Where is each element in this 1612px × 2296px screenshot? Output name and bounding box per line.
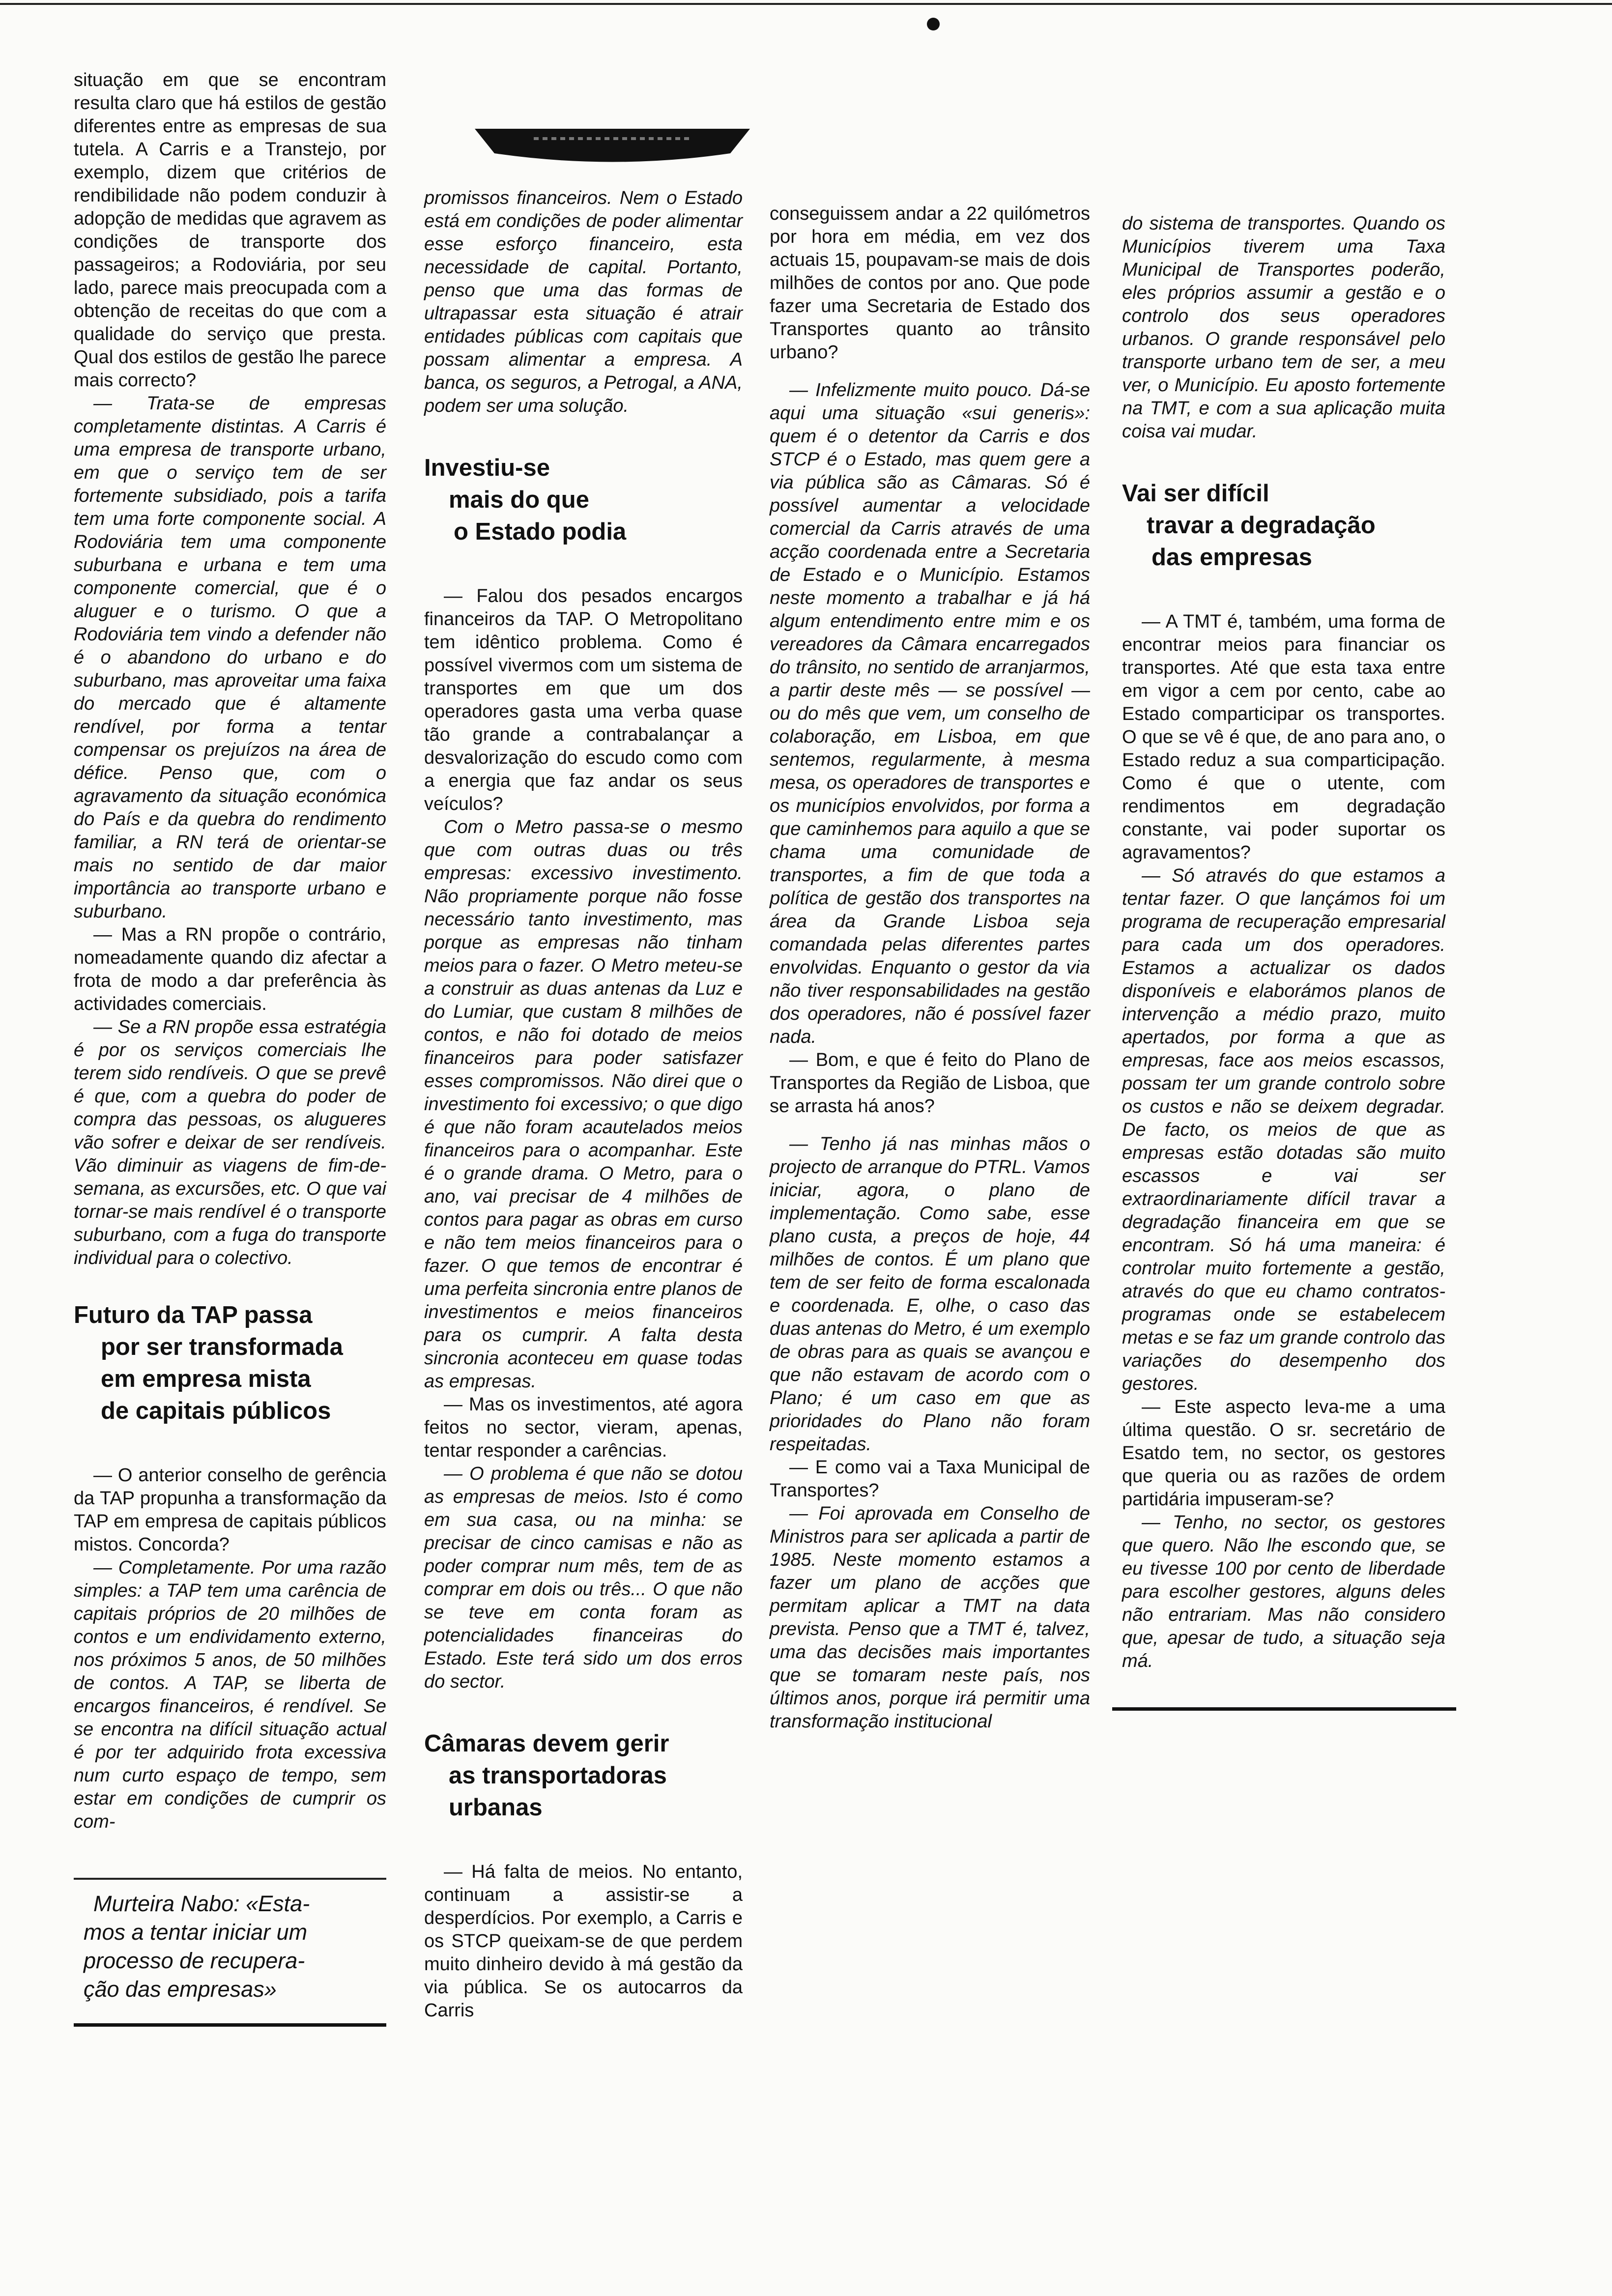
heading-line: em empresa mista — [101, 1366, 311, 1392]
end-rule — [1112, 1707, 1456, 1711]
paragraph: — Este aspecto leva-me a uma última questão. O sr. secretário de Esatdo tem, no sector, os gestores que queria ou as razões de ordem partidária impuseram-se? — [1122, 1397, 1445, 1510]
quote-line: processo de recupera- — [84, 1948, 305, 1973]
paragraph: Com o Metro passa-se o mesmo que com outras duas ou três empresas: excessivo investimento. Não propriamente porque não fosse necessário tanto investimento, mas porque as empresas não tinham meios para o fazer. O Metro meteu-se a construir as duas antenas da Luz e do Lumiar, que custam 8 milhões de contos, e não foi dotado de meios financeiros para poder satisfazer esses compromissos. Não direi que o investimento foi excessivo; o que digo é que não foram acautelados meios financeiros para o acompanhar. Este é o grande drama. O Metro, para o ano, vai precisar de 4 milhões de contos para pagar as obras em curso e não tem meios financeiros para o fazer. O que temos de encontrar é uma perfeita sincronia entre planos de investimentos e meios financeiros para os cumprir. A falta desta sincronia aconteceu em quase todas as empresas. — [424, 817, 743, 1392]
paragraph: — Se a RN propõe essa estratégia é por os serviços comerciais lhe terem sido rendíveis. O que se prevê é que, com a quebra do poder de compra das pessoas, os alugueres vão sofrer e deixar de ser rendíveis. Vão diminuir as viagens de fim-de-semana, as excursões, etc. O que vai tornar-se mais rendível é o transporte suburbano, com a fuga do transporte individual para o colectivo. — [74, 1017, 386, 1268]
section-heading-tap — [74, 1299, 386, 1427]
paragraph: — Bom, e que é feito do Plano de Transportes da Região de Lisboa, que se arrasta há anos? — [770, 1050, 1090, 1117]
paragraph: — Infelizmente muito pouco. Dá-se aqui uma situação «sui generis»: quem é o detentor da Carris e dos STCP é o Estado, mas quem gere a via pública são as Câmaras. Só é possível aumentar a velocidade comercial da Carris através de uma acção coordenada entre a Secretaria de Estado e o Município. Estamos neste momento a trabalhar e já há algum entendimento entre mim e os vereadores da Câmara encarregados do trânsito, no sentido de arranjarmos, a partir deste mês — se possível — ou do mês que vem, um conselho de colaboração, em Lisboa, em que sentemos, regularmente, à mesma mesa, os operadores de transportes e os municípios envolvidos, por forma a que caminhemos para aquilo a que se chama uma comunidade de transportes, a fim de que toda a política de gestão dos transportes na área da Grande Lisboa seja comandada pelas diferentes partes envolvidas. Enquanto o gestor da via não tiver responsabilidades na gestão dos operadores, não é possível fazer nada. — [770, 380, 1090, 1047]
section-heading-investiu — [424, 452, 743, 548]
paragraph: — Tenho já nas minhas mãos o projecto de arranque do PTRL. Vamos iniciar, agora, o plano de implementação. Como sabe, esse plano custa, a preços de hoje, 44 milhões de contos. É um plano que tem de ser feito de forma escalonada e coordenada. E, olhe, o caso das duas antenas do Metro, é um exemplo de obras para as quais se avançou e que não estavam de acordo com o Plano; é um caso em que as prioridades do Plano não foram respeitadas. — [770, 1134, 1090, 1455]
section-heading-degradacao — [1122, 478, 1445, 574]
heading-line: por ser transformada — [101, 1334, 343, 1360]
article-column-4 — [1122, 212, 1445, 1711]
heading-line: das empresas — [1151, 544, 1312, 571]
paragraph: promissos financeiros. Nem o Estado está em condições de poder alimentar esse esforço financeiro, esta necessidade de capital. Portanto, penso que uma das formas de ultrapassar esta situação é atrair entidades públicas com capitais que possam alimentar a empresa. A banca, os seguros, a Petrogal, a ANA, podem ser uma solução. — [424, 188, 743, 416]
paragraph: — O problema é que não se dotou as empresas de meios. Isto é como em sua casa, ou na minha: se precisar de cinco camisas e não as poder comprar num mês, tem de as comprar em dois ou três... O que não se teve em conta foram as potencialidades financeiras do Estado. Este terá sido um dos erros do sector. — [424, 1464, 743, 1692]
heading-line: mais do que — [449, 487, 589, 513]
heading-line: de capitais públicos — [101, 1398, 331, 1424]
heading-line: as transportadoras — [449, 1762, 667, 1789]
paragraph: — O anterior conselho de gerência da TAP propunha a transformação da TAP em empresa de capitais públicos mistos. Concorda? — [74, 1465, 386, 1555]
heading-line: urbanas — [449, 1794, 543, 1821]
heading-line: travar a degradação — [1147, 512, 1376, 539]
paragraph: — Falou dos pesados encargos financeiros da TAP. O Metropolitano tem idêntico problema. Como é possível vivermos com um sistema de transportes em que um dos operadores gasta uma verba quase tão grande a contrabalançar a desvalorização do escudo como com a energia que faz andar os seus veículos? — [424, 586, 743, 814]
article-column-1 — [74, 69, 386, 2027]
heading-line: Investiu-se — [424, 455, 550, 481]
quote-line: mos a tentar iniciar um — [84, 1920, 308, 1945]
top-rule — [0, 3, 1612, 5]
paragraph: — Só através do que estamos a tentar fazer. O que lançámos foi um programa de recuperação empresarial para cada um dos operadores. Estamos a actualizar os dados disponíveis e elaborámos planos de intervenção a médio prazo, muito apertados, por forma a que as empresas, face aos meios escassos, possam ter um grande controlo sobre os custos e não se deixem degradar. De facto, os meios de que as empresas estão dotadas são muito escassos e vai ser extraordinariamente difícil travar a degradação financeira em que se encontram. Só há uma maneira: é controlar muito fortemente a gestão, através do que eu chamo contratos-programas onde se estabelecem metas e se faz um grande controlo das variações do desempenho dos gestores. — [1122, 865, 1445, 1394]
pull-quote — [74, 1878, 386, 2027]
paragraph: conseguissem andar a 22 quilómetros por hora em média, em vez dos actuais 15, poupavam-se mais de dois milhões de contos por ano. Que pode fazer uma Secretaria de Estado dos Transportes quanto ao trânsito urbano? — [770, 203, 1090, 363]
section-heading-camaras — [424, 1728, 743, 1824]
paragraph: — Mas a RN propõe o contrário, nomeadamente quando diz afectar a frota de modo a dar preferência às actividades comerciais. — [74, 924, 386, 1014]
heading-line: o Estado podia — [454, 518, 627, 545]
paragraph: — Tenho, no sector, os gestores que quero. Não lhe escondo que, se eu tivesse 100 por cento de liberdade para escolher gestores, alguns deles não entrariam. Mas não considero que, apesar de tudo, a situação seja má. — [1122, 1512, 1445, 1671]
paragraph: — Mas os investimentos, até agora feitos no sector, vieram, apenas, tentar responder a carências. — [424, 1394, 743, 1461]
paragraph: — Foi aprovada em Conselho de Ministros para ser aplicada a partir de 1985. Neste momento estamos a fazer um plano de acções que permitam aplicar a TMT na data prevista. Penso que a TMT é, talvez, uma das decisões mais importantes que se tomaram neste país, nos últimos anos, porque irá permitir uma transformação institucional — [770, 1503, 1090, 1732]
quote-line: Murteira Nabo: «Esta- — [93, 1891, 310, 1916]
heading-line: Câmaras devem gerir — [424, 1730, 669, 1757]
paragraph: do sistema de transportes. Quando os Municípios tiverem uma Taxa Municipal de Transportes poderão, eles próprios assumir a gestão e o controlo dos seus operadores urbanos. O grande responsável pelo transporte urbano tem de ser, a meu ver, o Município. Eu aposto fortemente na TMT, e com a sua aplicação muita coisa vai mudar. — [1122, 213, 1445, 442]
paragraph: — E como vai a Taxa Municipal de Transportes? — [770, 1457, 1090, 1501]
paragraph: — Completamente. Por uma razão simples: a TAP tem uma carência de capitais próprios de 20 milhões de contos e um endividamento externo, nos próximos 5 anos, de 50 milhões de contos. A TAP, se liberta de encargos financeiros, é rendível. Se se encontra na difícil situação actual é por ter adquirido frota excessiva num curto espaço de tempo, sem estar em condições de cumprir os com- — [74, 1557, 386, 1832]
heading-line: Futuro da TAP passa — [74, 1302, 313, 1328]
paragraph: — Há falta de meios. No entanto, continuam a assistir-se a desperdícios. Por exemplo, a Carris e os STCP queixam-se de que perdem muito dinheiro devido à má gestão da via pública. Se os autocarros da Carris — [424, 1862, 743, 2021]
paragraph: situação em que se encontram resulta claro que há estilos de gestão diferentes entre as empresas de sua tutela. A Carris e a Transtejo, por exemplo, dizem que critérios de rendibilidade não podem conduzir à adopção de medidas que agravem as condições de transporte dos passageiros; a Rodoviária, por seu lado, parece mais preocupada com a obtenção de receitas do que com a qualidade do serviço que presta. Qual dos estilos de gestão lhe parece mais correcto? — [74, 70, 386, 391]
paragraph: — Trata-se de empresas completamente distintas. A Carris é uma empresa de transporte urbano, em que o serviço tem de ser fortemente subsidiado, pois a tarifa tem uma forte componente social. A Rodoviária tem uma componente suburbana e urbana e tem uma componente comercial, que é o aluguer e o turismo. O que a Rodoviária tem vindo a defender não é o abandono do urbano e do suburbano, mas aproveitar uma faixa do mercado que é altamente rendível, por forma a tentar compensar os prejuízos na área de défice. Penso que, com o agravamento da situação económica do País e da quebra do rendimento familiar, a RN terá de orientar-se mais no sentido de dar maior importância ao transporte urbano e suburbano. — [74, 393, 386, 922]
quote-line: ção das empresas» — [84, 1977, 277, 2002]
article-column-3 — [770, 202, 1090, 1733]
article-column-2 — [424, 187, 743, 2022]
paragraph: — A TMT é, também, uma forma de encontrar meios para financiar os transportes. Até que esta taxa entre em vigor a cem por cento, cabe ao Estado comparticipar os transportes. O que se vê é que, de ano para ano, o Estado reduz a sua comparticipação. Como é que o utente, com rendimentos em degradação constante, vai poder suportar os agravamentos? — [1122, 611, 1445, 863]
heading-line: Vai ser difícil — [1122, 480, 1269, 507]
top-dot — [927, 18, 940, 30]
section-banner-ornament — [475, 129, 750, 163]
